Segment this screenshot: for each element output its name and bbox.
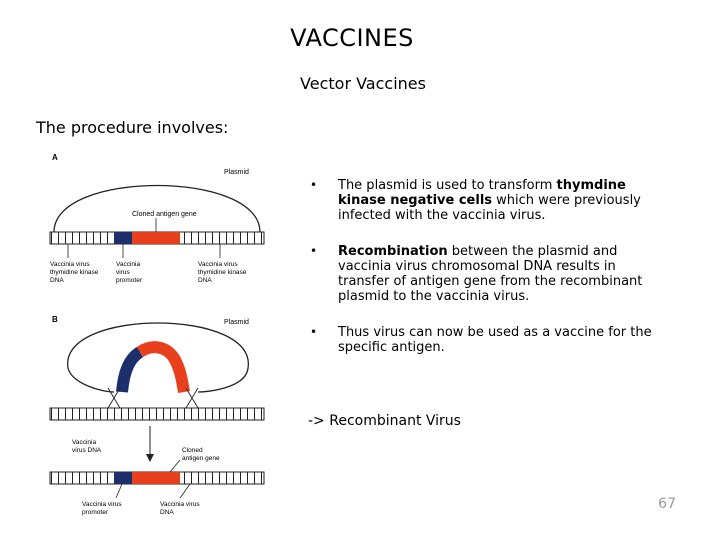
bullet-text: The plasmid is used to transform thymdine kinase negative cells which were previously infected with the vaccinia virus. <box>338 178 641 223</box>
panel-a-middle-label: virus <box>116 269 130 276</box>
panel-b-cloned-label: Cloned <box>182 447 203 454</box>
panel-b-vaccinia-label: Vaccinia <box>72 439 97 446</box>
page-number: 67 <box>658 496 676 512</box>
bullet-dot: • <box>310 325 318 339</box>
bullet-item <box>310 244 655 304</box>
panel-b-promoter-arc <box>122 352 140 392</box>
panel-b-vaccinia-dna-bar <box>50 408 264 420</box>
panel-b-dna-label: DNA <box>160 509 174 516</box>
panel-a-cloned-gene-label: Cloned antigen gene <box>132 211 197 218</box>
panel-b-cloned-pointer <box>170 460 180 472</box>
panel-a-plasmid-ring <box>54 186 260 233</box>
slide-subtitle: Vector Vaccines <box>300 74 426 93</box>
panel-a-middle-label: Vaccinia <box>116 261 141 268</box>
panel-b-label: B <box>52 315 58 324</box>
panel-b-vaccinia-label: virus DNA <box>72 447 102 454</box>
panel-b-antigen-segment <box>132 472 180 484</box>
panel-a-antigen-segment <box>132 232 180 244</box>
panel-a-middle-label: promoter <box>116 277 143 284</box>
svg-text:Vaccinia virus promote <box>116 261 143 284</box>
recombinant-virus-note: -> Recombinant Virus <box>308 413 461 429</box>
svg-text:Cloned antigen gene <box>182 447 220 462</box>
panel-b-right-pointer <box>180 484 190 498</box>
panel-b-promoter-segment <box>114 472 132 484</box>
svg-text:Vaccinia virus thymidine k <box>198 261 248 284</box>
panel-b-promoter-label: Vaccinia virus <box>82 501 122 508</box>
panel-b-promoter-label: promoter <box>82 509 109 516</box>
panel-a-right-label: thymidine kinase <box>198 269 247 276</box>
panel-a-right-label: Vaccinia virus <box>198 261 238 268</box>
panel-a-label: A <box>52 153 58 162</box>
panel-b-plasmid-label: Plasmid <box>224 319 249 326</box>
bullet-item <box>310 325 655 355</box>
panel-b-dna-label: Vaccinia virus <box>160 501 200 508</box>
panel-b-cloned-label: antigen gene <box>182 455 220 462</box>
bullet-list <box>310 178 655 376</box>
panel-a-left-label: Vaccinia virus <box>50 261 90 268</box>
bullet-dot: • <box>310 244 318 258</box>
bullet-item <box>310 178 655 223</box>
bullet-dot: • <box>310 178 318 192</box>
svg-text:Vaccinia virus thymidine k <box>50 261 100 284</box>
panel-a-plasmid-label: Plasmid <box>224 169 249 176</box>
intro-text: The procedure involves: <box>36 118 229 137</box>
recombination-diagram <box>48 148 268 520</box>
bullet-text: Thus virus can now be used as a vaccine for the specific antigen. <box>338 325 652 355</box>
panel-a-promoter-segment <box>114 232 132 244</box>
panel-b-plasmid-ring <box>68 323 249 392</box>
svg-text:Vaccinia virus DNA <box>72 439 102 454</box>
slide-title: VACCINES <box>290 24 414 52</box>
svg-text:Vaccinia virus promoter <box>82 501 123 516</box>
panel-a-left-label: thymidine kinase <box>50 269 99 276</box>
panel-b-plasmid-ring-left <box>68 368 114 392</box>
panel-a-left-label: DNA <box>50 277 64 284</box>
panel-b-antigen-arc <box>140 347 184 392</box>
panel-a-right-label: DNA <box>198 277 212 284</box>
panel-b-left-pointer <box>116 484 122 498</box>
panel-b-down-arrow-head <box>146 454 154 462</box>
svg-text:Vaccinia virus DNA <box>160 501 201 516</box>
bullet-text: Recombination between the plasmid and vaccinia virus chromosomal DNA results in transfer of antigen gene from the recombinant plasmid to the vaccinia virus. <box>338 244 643 304</box>
